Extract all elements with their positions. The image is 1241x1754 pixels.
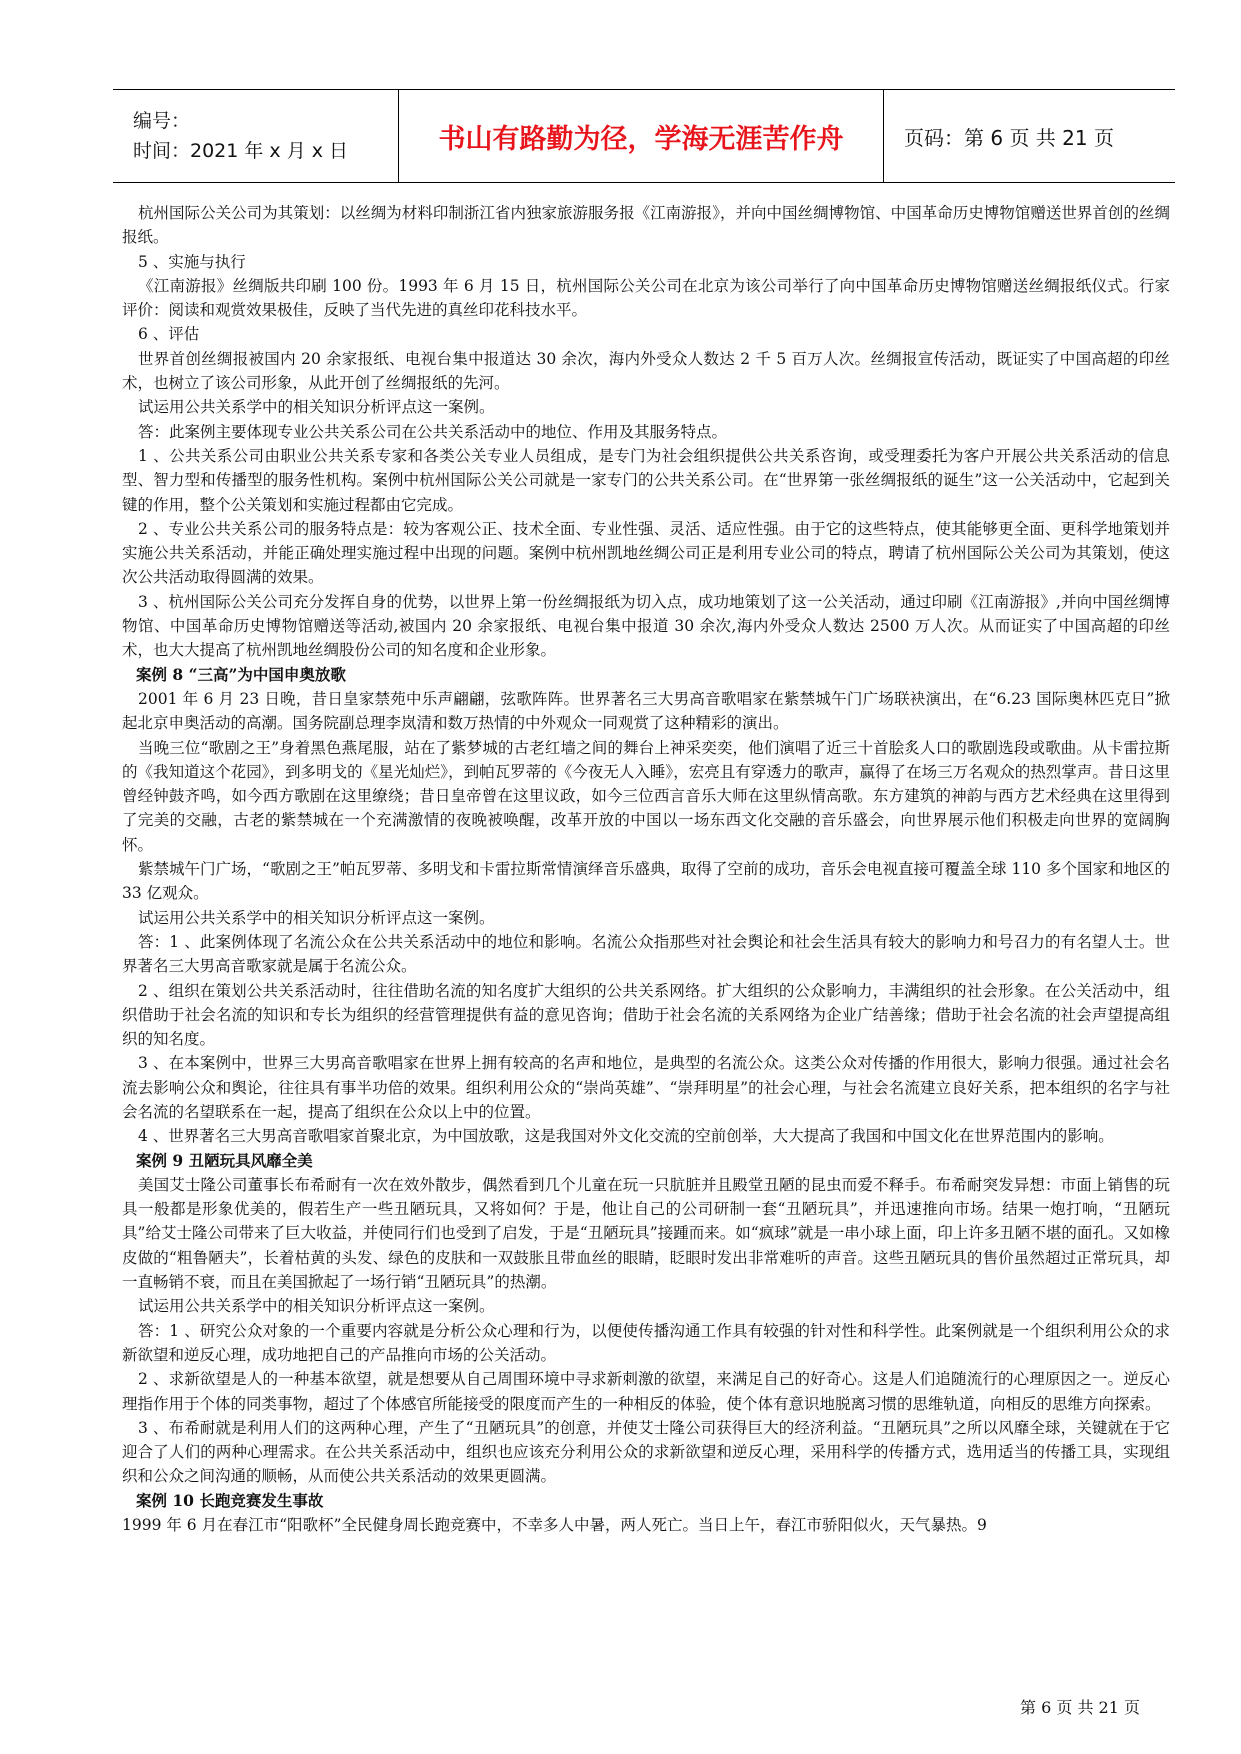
body-paragraph: 答：1 、研究公众对象的一个重要内容就是分析公众心理和行为，以便使传播沟通工作具有较强的针对性和科学性。此案例就是一个组织利用公众的求新欲望和逆反心理，成功地把自己的产品推向市场的公关活动。 bbox=[122, 1321, 1170, 1364]
document-body bbox=[122, 201, 1170, 1537]
body-paragraph: 《江南游报》丝绸版共印刷 100 份。1993 年 6 月 15 日，杭州国际公关公司在北京为该公司举行了向中国革命历史博物馆赠送丝绸报纸仪式。行家评价：阅读和观赏效果极佳，反映了当代先进的真丝印花科技水平。 bbox=[122, 276, 1170, 320]
case-heading: 案例 8 “三高”为中国申奥放歌 bbox=[136, 664, 346, 684]
body-paragraph: 紫禁城午门广场，“歌剧之王”帕瓦罗蒂、多明戈和卡雷拉斯常情演绎音乐盛典，取得了空前的成功，音乐会电视直接可覆盖全球 110 多个国家和地区的 33 亿观众。 bbox=[122, 860, 1170, 903]
case-heading: 案例 10 长跑竞赛发生事故 bbox=[136, 1490, 324, 1510]
body-paragraph: 2001 年 6 月 23 日晚，昔日皇家禁苑中乐声翩翩，弦歌阵阵。世界著名三大男高音歌唱家在紫禁城午门广场联袂演出，在“6.23 国际奥林匹克日”掀起北京申奥活动的高潮。国务院副总理李岚清和数万热情的中外观众一同观赏了这种精彩的演出。 bbox=[122, 689, 1170, 733]
body-paragraph: 3 、在本案例中，世界三大男高音歌唱家在世界上拥有较高的名声和地位，是典型的名流公众。这类公众对传播的作用很大，影响力很强。通过社会名流去影响公众和舆论，往往具有事半功倍的效果。组织利用公众的“崇尚英雄”、“崇拜明星”的社会心理，与社会名流建立良好关系，把本组织的名字与社会名流的名望联系在一起，提高了组织在公众以上中的位置。 bbox=[122, 1054, 1170, 1121]
body-paragraph: 2 、专业公共关系公司的服务特点是：较为客观公正、技术全面、专业性强、灵活、适应性强。由于它的这些特点，使其能够更全面、更科学地策划并实施公共关系活动，并能正确处理实施过程中出现的问题。案例中杭州凯地丝绸公司正是利用专业公司的特点，聘请了杭州国际公关公司为其策划，使这次公共活动取得圆满的效果。 bbox=[122, 519, 1170, 587]
body-paragraph: 世界首创丝绸报被国内 20 余家报纸、电视台集中报道达 30 余次，海内外受众人数达 2 千 5 百万人次。丝绸报宣传活动，既证实了中国高超的印丝术，也树立了该公司形象，从此开创了丝绸报纸的先河。 bbox=[122, 349, 1170, 393]
body-paragraph: 试运用公共关系学中的相关知识分析评点这一案例。 bbox=[138, 398, 495, 417]
body-paragraph: 杭州国际公关公司为其策划：以丝绸为材料印制浙江省内独家旅游服务报《江南游报》，并向中国丝绸博物馆、中国革命历史博物馆赠送世界首创的丝绸报纸。 bbox=[122, 204, 1170, 247]
body-paragraph: 试运用公共关系学中的相关知识分析评点这一案例。 bbox=[138, 1297, 495, 1316]
body-paragraph: 3 、布希耐就是利用人们的这两种心理，产生了“丑陋玩具”的创意，并使艾士隆公司获得巨大的经济利益。“丑陋玩具”之所以风靡全球，关键就在于它迎合了人们的两种心理需求。在公共关系活动中，组织也应该充分利用公众的求新欲望和逆反心理，采用科学的传播方式，选用适当的传播工具，实现组织和公众之间沟通的顺畅，从而使公共关系活动的效果更圆满。 bbox=[122, 1418, 1170, 1486]
body-paragraph: 1999 年 6 月在春江市“阳歌杯”全民健身周长跑竞赛中，不幸多人中暑，两人死亡。当日上午，春江市骄阳似火，天气暴热。9 bbox=[122, 1516, 987, 1535]
case-heading: 案例 9 丑陋玩具风靡全美 bbox=[136, 1150, 313, 1170]
body-paragraph: 6 、评估 bbox=[138, 325, 200, 344]
body-paragraph: 美国艾士隆公司董事长布希耐有一次在效外散步，偶然看到几个儿童在玩一只肮脏并且殿堂丑陋的昆虫而爱不释手。布希耐突发异想：市面上销售的玩具一般都是形象优美的，假若生产一些丑陋玩具，又将如何？于是，他让自己的公司研制一套“丑陋玩具”，并迅速推向市场。结果一炮打响，“丑陋玩具”给艾士隆公司带来了巨大收益，并使同行们也受到了启发，于是“丑陋玩具”接踵而来。如“疯球”就是一串小球上面，印上许多丑陋不堪的面孔。又如橡皮做的“粗鲁陋夫”，长着枯黄的头发、绿色的皮肤和一双鼓胀且带血丝的眼睛，眨眼时发出非常难听的声音。这些丑陋玩具的售价虽然超过正常玩具，却一直畅销不衰，而且在美国掀起了一场行销“丑陋玩具”的热潮。 bbox=[122, 1175, 1170, 1292]
serial-label: 编号： bbox=[133, 110, 191, 132]
body-paragraph: 3 、杭州国际公关公司充分发挥自身的优势，以世界上第一份丝绸报纸为切入点，成功地策划了这一公关活动，通过印刷《江南游报》,并向中国丝绸博物馆、中国革命历史博物馆赠送等活动,被国内 20 余家报纸、电视台集中报道 30 余次,海内外受众人数达 2500 万人次。从而证实了中国高超的印丝术，也大大提高了杭州凯地丝绸股份公司的知名度和企业形象。 bbox=[122, 592, 1170, 660]
page-header bbox=[113, 89, 1175, 183]
body-paragraph: 当晚三位“歌剧之王”身着黑色燕尾服，站在了紫梦城的古老红墙之间的舞台上神采奕奕，他们演唱了近三十首脍炙人口的歌剧选段或歌曲。从卡雷拉斯的《我知道这个花园》，到多明戈的《星光灿烂》，到帕瓦罗蒂的《今夜无人入睡》，宏亮且有穿透力的歌声，赢得了在场三万名观众的热烈掌声。昔日这里曾经钟鼓齐鸣，如今西方歌剧在这里缭绕；昔日皇帝曾在这里议政，如今三位西言音乐大师在这里纵情高歌。东方建筑的神韵与西方艺术经典在这里得到了完美的交融，古老的紫禁城在一个充满激情的夜晚被唤醒，改革开放的中国以一场东西文化交融的音乐盛会，向世界展示他们积极走向世界的宽阔胸怀。 bbox=[122, 738, 1170, 854]
body-paragraph: 1 、公共关系公司由职业公共关系专家和各类公关专业人员组成，是专门为社会组织提供公共关系咨询，或受理委托为客户开展公共关系活动的信息型、智力型和传播型的服务性机构。案例中杭州国际公关公司就是一家专门的公共关系公司。在“世界第一张丝绸报纸的诞生”这一公关活动中，它起到关键的作用，整个公关策划和实施过程都由它完成。 bbox=[122, 446, 1170, 514]
page-footer: 第 6 页 共 21 页 bbox=[1020, 1698, 1140, 1717]
header-page-info: 页码：第 6 页 共 21 页 bbox=[904, 125, 1114, 150]
body-paragraph: 答：1 、此案例体现了名流公众在公共关系活动中的地位和影响。名流公众指那些对社会舆论和社会生活具有较大的影响力和号召力的有名望人士。世界著名三大男高音歌家就是属于名流公众。 bbox=[122, 932, 1170, 976]
header-meta bbox=[113, 90, 399, 182]
body-paragraph: 答：此案例主要体现专业公共关系公司在公共关系活动中的地位、作用及其服务特点。 bbox=[138, 422, 728, 441]
body-paragraph: 2 、求新欲望是人的一种基本欲望，就是想要从自己周围环境中寻求新刺激的欲望，来满足自己的好奇心。这是人们追随流行的心理原因之一。逆反心理指作用于个体的同类事物，超过了个体感官所能接受的限度而产生的一种相反的体验，使个体有意识地脱离习惯的思维轨道，向相反的思维方向探索。 bbox=[122, 1370, 1170, 1413]
body-paragraph: 试运用公共关系学中的相关知识分析评点这一案例。 bbox=[138, 908, 495, 927]
body-paragraph: 5 、实施与执行 bbox=[138, 252, 246, 271]
body-paragraph: 4 、世界著名三大男高音歌唱家首聚北京，为中国放歌，这是我国对外文化交流的空前创举，大大提高了我国和中国文化在世界范围内的影响。 bbox=[138, 1127, 1114, 1146]
header-motto: 书山有路勤为径，学海无涯苦作舟 bbox=[399, 90, 884, 182]
date-line: 时间：2021 年 x 月 x 日 bbox=[133, 140, 349, 162]
body-paragraph: 2 、组织在策划公共关系活动时，往往借助名流的知名度扩大组织的公共关系网络。扩大组织的公众影响力，丰满组织的社会形象。在公关活动中，组织借助于社会名流的知识和专长为组织的经营管理提供有益的意见咨询；借助于社会名流的关系网络为企业广结善缘；借助于社会名流的社会声望提高组织的知名度。 bbox=[122, 981, 1170, 1049]
